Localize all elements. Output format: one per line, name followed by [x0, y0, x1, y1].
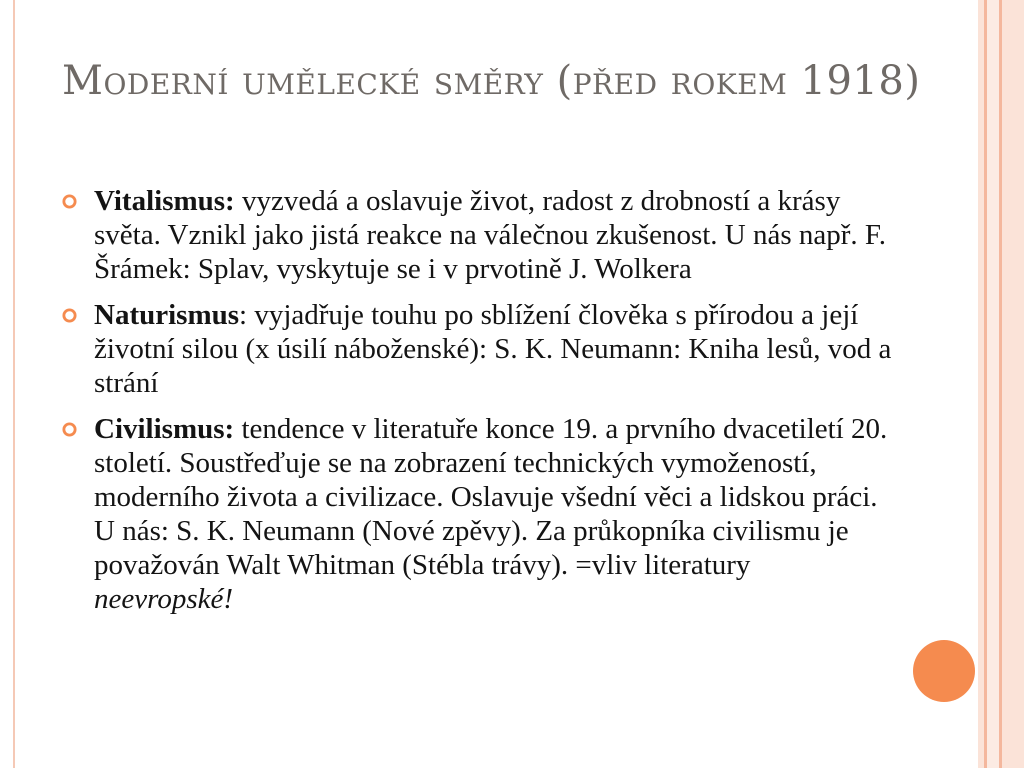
- bullet-text: tendence v literatuře konce 19. a prvního dvacetiletí 20. století. Soustřeďuje se na zobrazení technických vymožeností, moderního života a civilizace. Oslavuje všední věci a lidskou práci. U nás: S. K. Neumann (Nové zpěvy). Za průkopníka civilismu je považován Walt Whitman (Stébla trávy). =vliv literatury: [94, 413, 888, 581]
- bullet-text: vyzvedá a oslavuje život, radost z drobností a krásy světa. Vznikl jako jistá reakce na válečnou zkušenost. U nás např. F. Šrámek: Splav, vyskytuje se i v prvotině J. Wolkera: [94, 185, 886, 285]
- bullet-list: [62, 184, 892, 628]
- bullet-term: Naturismus: [94, 299, 240, 331]
- decorative-circle: [913, 640, 975, 702]
- circle-bullet-icon: [62, 308, 77, 323]
- bullet-term: Civilismus:: [94, 413, 235, 445]
- bullet-item-naturismus: [62, 298, 892, 400]
- bullet-item-civilismus: [62, 412, 892, 616]
- right-decor-band: [1002, 0, 1024, 768]
- bullet-item-vitalismus: [62, 184, 892, 286]
- bullet-text: : vyjadřuje touhu po sblížení člověka s přírodou a její životní silou (x úsilí náboženské): S. K. Neumann: Kniha lesů, vod a strání: [94, 299, 892, 399]
- circle-bullet-icon: [62, 422, 77, 437]
- bullet-emphasis: neevropské!: [94, 583, 234, 615]
- circle-bullet-icon: [62, 194, 77, 209]
- right-decor-band: [987, 0, 999, 768]
- slide-title: Moderní umělecké směry (před rokem 1918): [62, 58, 921, 104]
- left-accent-line: [13, 0, 15, 768]
- bullet-term: Vitalismus:: [94, 185, 235, 217]
